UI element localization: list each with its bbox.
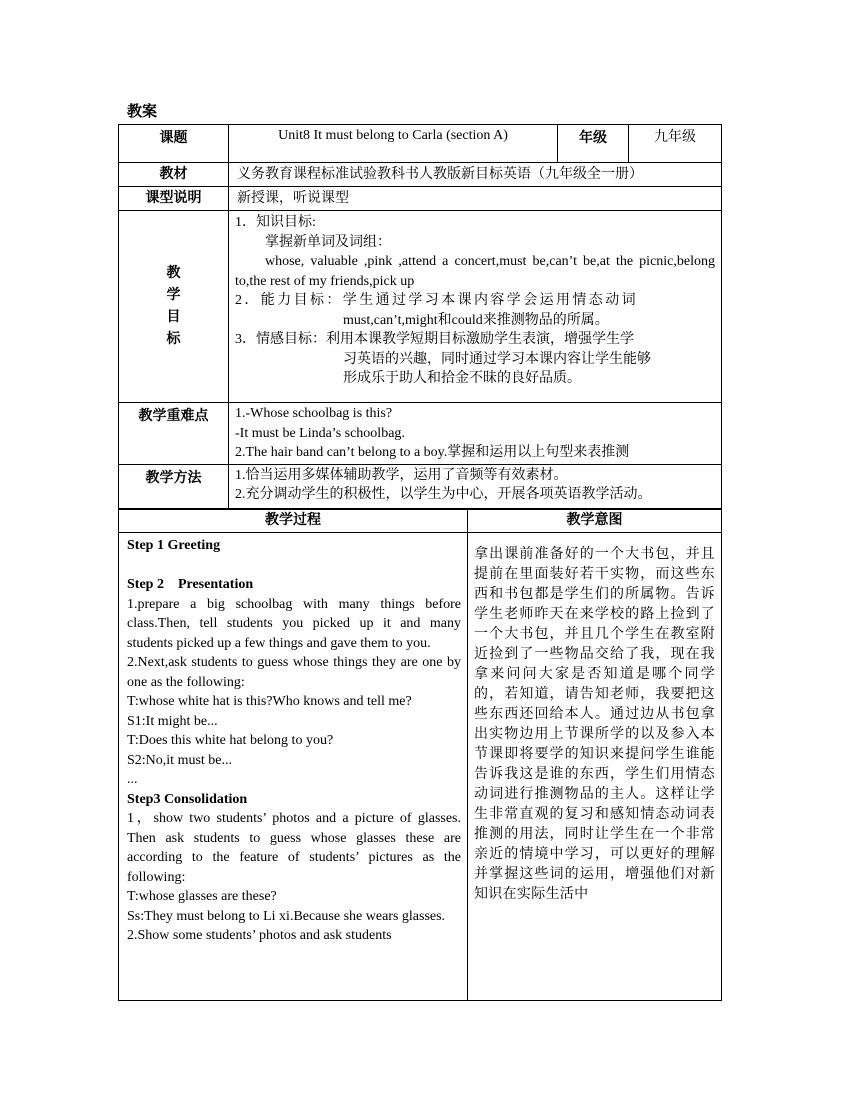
teaching-process-table [118,508,722,1001]
key-point-line: -It must be Linda’s schoolbag. [235,425,405,441]
process-content [119,533,468,1001]
step2-heading: Step 2 Presentation [127,577,254,592]
methods-content [229,464,722,509]
material-label: 教材 [119,163,229,187]
step2-paragraph: 1.prepare a big schoolbag with many things before class.Then, tell students you picked up it and many students picked up a few things and gave them to you. [127,596,461,651]
knowledge-objective-words: whose, valuable ,pink ,attend a concert,must be,can’t be,at the picnic,belong to,the rest of my friends,pick up [235,254,715,289]
step2-dialogue: T:whose white hat is this?Who knows and tell me? [127,694,412,709]
grade-value: 九年级 [629,125,722,163]
knowledge-objective-title: 1．知识目标: [235,215,316,230]
step3-dialogue: Ss:They must belong to Li xi.Because she wears glasses. [127,908,446,924]
lesson-type-value: 新授课，听说课型 [229,187,722,211]
step2-dialogue: S1:It might be... [127,713,218,729]
process-header: 教学过程 [119,509,468,533]
step2-dialogue: S2:No,it must be... [127,752,233,768]
process-body-row [119,533,722,1001]
lesson-info-table [118,124,722,510]
intent-header: 教学意图 [468,509,722,533]
key-point-line: 1.-Whose schoolbag is this? [235,406,393,421]
knowledge-objective-subtitle: 掌握新单词及词组： [265,234,391,250]
objectives-content [229,211,722,403]
topic-row [119,125,722,163]
method-line: 1.恰当运用多媒体辅助教学，运用了音频等有效素材。 [235,467,568,483]
process-header-row [119,509,722,533]
methods-row [119,464,722,509]
lesson-type-row [119,187,722,211]
topic-value: Unit8 It must belong to Carla (section A) [229,125,558,163]
ability-objective: 2．能力目标：学生通过学习本课内容学会运用情态动词 must,can’t,might和could来推测物品的所属。 [235,293,638,328]
key-points-row [119,403,722,465]
material-row [119,163,722,187]
key-points-label: 教学重难点 [119,403,229,465]
method-line: 2.充分调动学生的积极性，以学生为中心，开展各项英语教学活动。 [235,487,652,502]
step2-dialogue: ... [127,772,138,787]
step3-paragraph: 1，show two students’ photos and a picture of glasses. Then ask students to guess whose glasses these are according to the feature of students’ pictures as the following: [127,811,461,885]
step2-dialogue: T:Does this white hat belong to you? [127,733,334,748]
lesson-type-label: 课型说明 [119,187,229,211]
intent-content: 拿出课前准备好的一个大书包，并且提前在里面装好若干实物，而这些东西和书包都是学生们的所属物。告诉学生老师昨天在来学校的路上捡到了一个大书包，并且几个学生在教室附近捡到了一些物品交给了我，现在我拿来问问大家是否知道是哪个同学的，若知道，请告知老师，我要把这些东西还回给本人。通过边从书包拿出实物边用上节课所学的以及参入本节课即将要学的知识来提问学生谁能告诉我这是谁的东西，学生们用情态动词进行推测物品的主人。这样让学生非常直观的复习和感知情态动词表推测的用法，同时让学生在一个非常亲近的情境中学习，可以更好的理解并掌握这些词的运用，增强他们对新知识在实际生活中 [468,533,722,1001]
emotion-objective: 3．情感目标：利用本课教学短期目标激励学生表演，增强学生学 习英语的兴趣，同时通过学习本课内容让学生能够 形成乐于助人和拾金不昧的良好品质。 [235,332,651,386]
methods-label: 教学方法 [119,464,229,509]
step2-paragraph: 2.Next,ask students to guess whose things they are one by one as the following: [127,655,461,690]
topic-label: 课题 [119,125,229,163]
objectives-row [119,211,722,403]
step3-paragraph: 2.Show some students’ photos and ask students [127,928,392,943]
material-value: 义务教育课程标准试验教科书人教版新目标英语（九年级全一册） [229,163,722,187]
document-title: 教案 [127,104,158,120]
key-points-content [229,403,722,465]
objectives-label: 教 学 目 标 [119,211,229,403]
step3-heading: Step3 Consolidation [127,791,248,807]
key-point-line: 2.The hair band can’t belong to a boy.掌握和运用以上句型来表推测 [235,445,630,460]
grade-label: 年级 [558,125,629,163]
step1-heading: Step 1 Greeting [127,538,221,553]
step3-dialogue: T:whose glasses are these? [127,889,277,904]
